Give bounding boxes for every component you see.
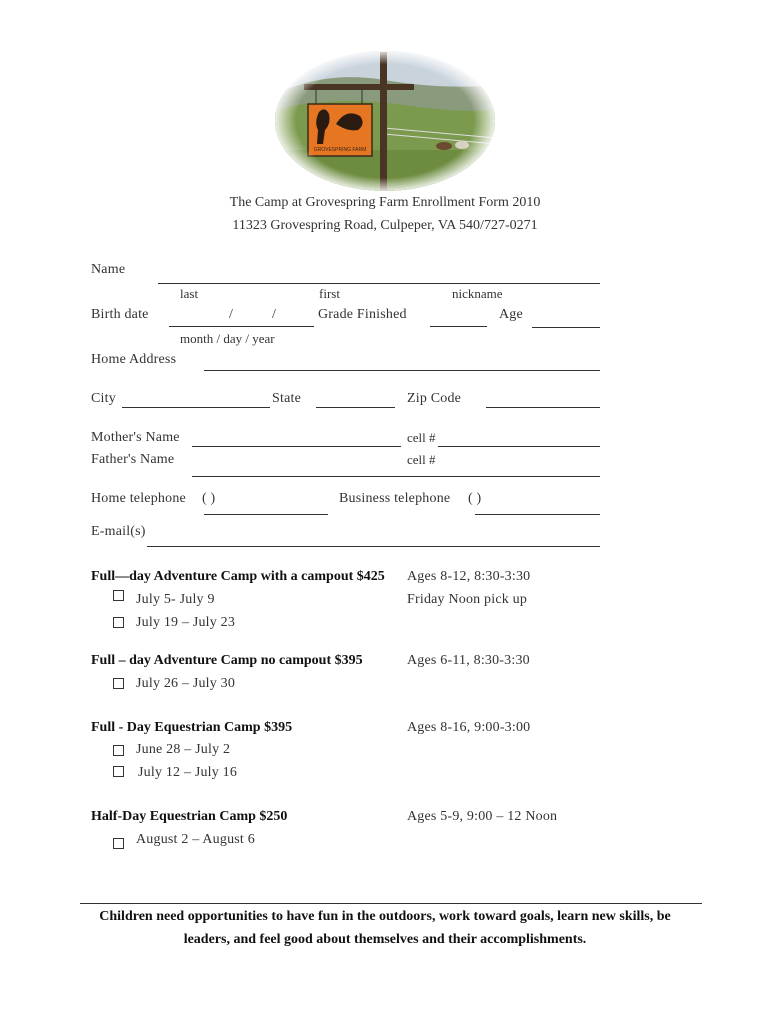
camp-title: Half-Day Equestrian Camp $250 — [91, 809, 288, 824]
nickname-sublabel: nickname — [452, 286, 503, 301]
date-format-hint: month / day / year — [180, 331, 275, 346]
session-checkbox[interactable] — [113, 745, 124, 756]
mother-cell-label: cell # — [407, 430, 436, 445]
fathers-name-label: Father's Name — [91, 452, 175, 467]
zip-code-field[interactable] — [486, 407, 600, 408]
zip-code-label: Zip Code — [407, 391, 462, 406]
home-address-field[interactable] — [204, 370, 600, 371]
business-area-code-parens: ( ) — [468, 491, 482, 506]
camp-title: Full – day Adventure Camp no campout $395 — [91, 653, 363, 668]
age-field[interactable] — [532, 327, 600, 328]
footer-message-line-2: leaders, and feel good about themselves and their accomplishments. — [183, 932, 587, 947]
last-name-sublabel: last — [180, 286, 199, 301]
session-checkbox[interactable] — [113, 590, 124, 601]
home-address-label: Home Address — [91, 352, 177, 367]
city-label: City — [91, 391, 116, 406]
mother-cell-field[interactable] — [438, 446, 600, 447]
camp-title: Full - Day Equestrian Camp $395 — [91, 720, 293, 735]
camp-ages: Ages 5-9, 9:00 – 12 Noon — [407, 809, 558, 824]
form-title: The Camp at Grovespring Farm Enrollment Form 2010 — [229, 195, 541, 210]
session-checkbox[interactable] — [113, 617, 124, 628]
mothers-name-label: Mother's Name — [91, 430, 180, 445]
home-telephone-label: Home telephone — [91, 491, 186, 506]
camp-note: Friday Noon pick up — [407, 592, 528, 607]
name-label: Name — [91, 262, 126, 277]
grade-finished-field[interactable] — [430, 326, 487, 327]
session-dates: August 2 – August 6 — [136, 832, 255, 847]
grade-finished-label: Grade Finished — [318, 307, 407, 322]
session-dates: July 5- July 9 — [136, 592, 215, 607]
session-checkbox[interactable] — [113, 838, 124, 849]
father-cell-field[interactable] — [401, 476, 600, 477]
mothers-name-field[interactable] — [192, 446, 401, 447]
business-telephone-label: Business telephone — [339, 491, 451, 506]
footer-divider — [80, 903, 702, 904]
birth-date-field[interactable] — [169, 326, 314, 327]
session-dates: July 19 – July 23 — [136, 615, 236, 630]
email-field[interactable] — [147, 546, 600, 547]
camp-ages: Ages 6-11, 8:30-3:30 — [407, 653, 530, 668]
session-dates: July 26 – July 30 — [136, 676, 236, 691]
grovespring-farm-sign-logo — [274, 50, 496, 192]
state-field[interactable] — [316, 407, 395, 408]
business-telephone-field[interactable] — [475, 514, 600, 515]
footer-message-line-1: Children need opportunities to have fun in the outdoors, work toward goals, learn new skills, be — [99, 909, 671, 924]
city-field[interactable] — [122, 407, 270, 408]
session-checkbox[interactable] — [113, 678, 124, 689]
first-name-sublabel: first — [319, 286, 340, 301]
state-label: State — [272, 391, 301, 406]
fathers-name-field[interactable] — [192, 476, 401, 477]
session-dates: June 28 – July 2 — [136, 742, 231, 757]
age-label: Age — [499, 307, 523, 322]
home-area-code-parens: ( ) — [202, 491, 216, 506]
father-cell-label: cell # — [407, 452, 436, 467]
birth-date-label: Birth date — [91, 307, 149, 322]
session-dates: July 12 – July 16 — [138, 765, 238, 780]
date-slash: / — [229, 307, 234, 322]
camp-ages: Ages 8-16, 9:00-3:00 — [407, 720, 531, 735]
date-slash: / — [272, 307, 277, 322]
email-label: E-mail(s) — [91, 524, 146, 539]
name-field[interactable] — [158, 283, 600, 284]
farm-address: 11323 Grovespring Road, Culpeper, VA 540/727-0271 — [232, 218, 538, 233]
camp-ages: Ages 8-12, 8:30-3:30 — [407, 569, 531, 584]
home-telephone-field[interactable] — [204, 514, 328, 515]
camp-title: Full—day Adventure Camp with a campout $425 — [91, 569, 385, 584]
session-checkbox[interactable] — [113, 766, 124, 777]
